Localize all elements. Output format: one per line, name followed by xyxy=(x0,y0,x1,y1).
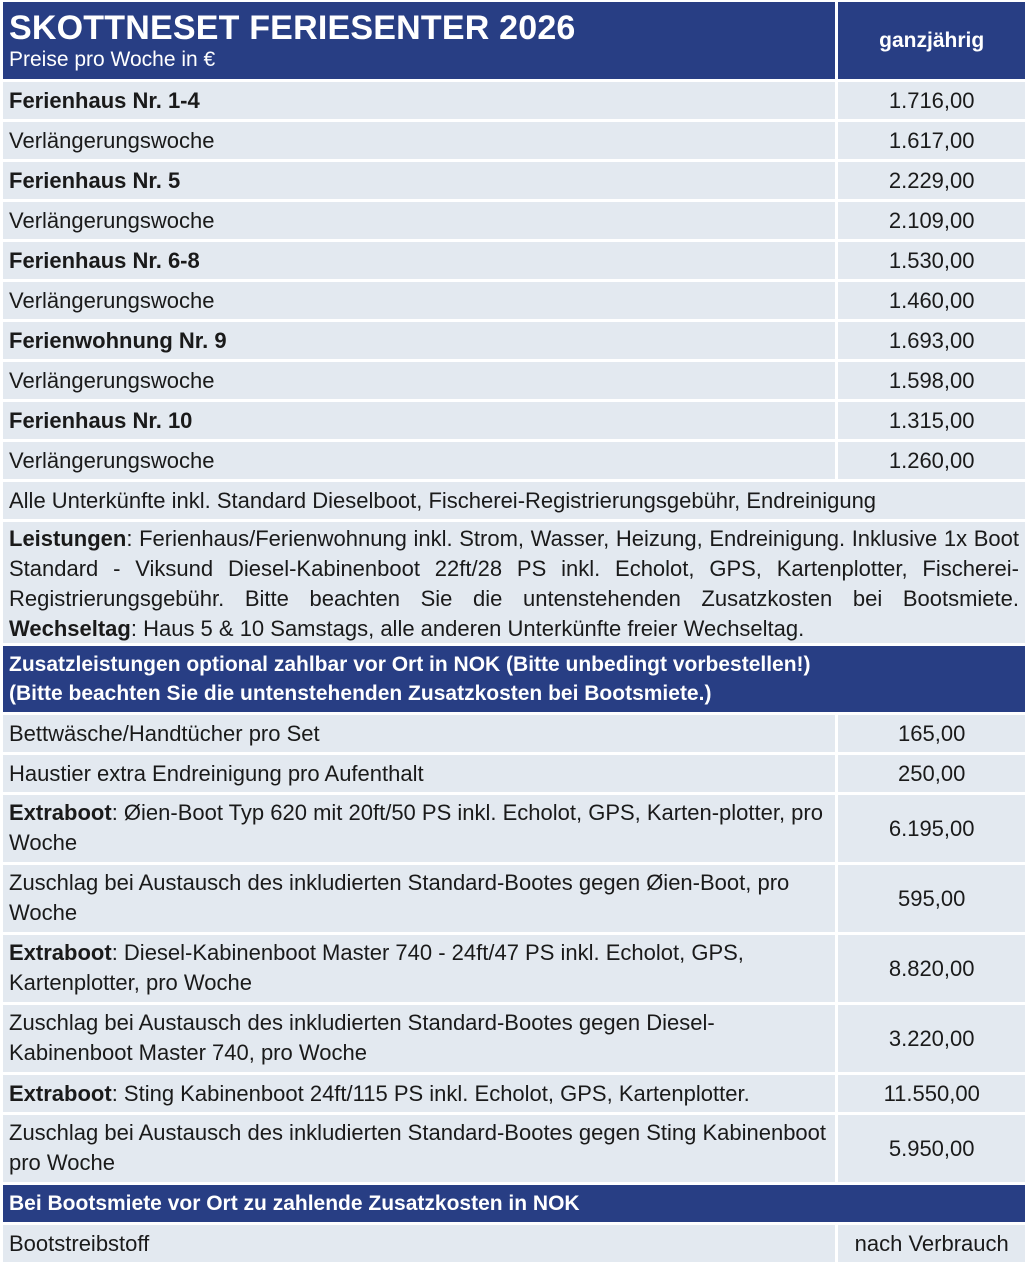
inclusion-note: Alle Unterkünfte inkl. Standard Dieselboot, Fischerei-Registrierungsgebühr, Endreinigung xyxy=(3,482,1025,519)
table-row xyxy=(0,402,1028,442)
extra-price: 3.220,00 xyxy=(838,1005,1025,1072)
table-row xyxy=(0,362,1028,402)
changeover-description: : Haus 5 & 10 Samstags, alle anderen Unterkünfte freier Wechseltag. xyxy=(130,616,805,641)
accommodation-label: Ferienhaus Nr. 1-4 xyxy=(3,82,835,119)
accommodation-label: Verlängerungswoche xyxy=(3,362,835,399)
extra-price: 250,00 xyxy=(838,755,1025,792)
extra-price: 165,00 xyxy=(838,715,1025,752)
column-header-ganzjaehrig: ganzjährig xyxy=(838,2,1025,79)
title-cell xyxy=(3,2,835,79)
table-row xyxy=(0,202,1028,242)
extra-label: Zuschlag bei Austausch des inkludierten Standard-Bootes gegen Diesel-Kabinenboot Master 740, pro Woche xyxy=(3,1005,835,1072)
accommodation-label: Verlängerungswoche xyxy=(3,122,835,159)
accommodation-label: Ferienhaus Nr. 5 xyxy=(3,162,835,199)
table-row xyxy=(0,122,1028,162)
table-row xyxy=(0,1005,1028,1075)
page-title: SKOTTNESET FERIESENTER 2026 xyxy=(9,8,576,47)
accommodation-label: Verlängerungswoche xyxy=(3,202,835,239)
table-row xyxy=(0,242,1028,282)
accommodation-label: Ferienhaus Nr. 10 xyxy=(3,402,835,439)
extra-price: 595,00 xyxy=(838,865,1025,932)
table-row xyxy=(0,322,1028,362)
extra-price: 11.550,00 xyxy=(838,1075,1025,1112)
accommodation-price: 1.693,00 xyxy=(838,322,1025,359)
accommodation-price: 1.598,00 xyxy=(838,362,1025,399)
extra-prefix: Extraboot xyxy=(9,800,112,825)
extra-label: Haustier extra Endreinigung pro Aufenthalt xyxy=(3,755,835,792)
table-row xyxy=(0,1225,1028,1265)
accommodation-price: 1.530,00 xyxy=(838,242,1025,279)
extra-label: Bettwäsche/Handtücher pro Set xyxy=(3,715,835,752)
extra-prefix: Extraboot xyxy=(9,940,112,965)
table-row xyxy=(0,1115,1028,1185)
extra-prefix: Extraboot xyxy=(9,1080,112,1106)
accommodation-label: Verlängerungswoche xyxy=(3,442,835,479)
extras-section-header xyxy=(0,646,1028,715)
extras-heading-line2: (Bitte beachten Sie die untenstehenden Zusatzkosten bei Bootsmiete.) xyxy=(9,682,712,705)
table-row xyxy=(0,795,1028,865)
boat-cost-value: nach Verbrauch xyxy=(838,1225,1025,1262)
accommodation-label: Ferienhaus Nr. 6-8 xyxy=(3,242,835,279)
extras-heading-line1: Zusatzleistungen optional zahlbar vor Ort in NOK (Bitte unbedingt vorbestellen!) xyxy=(9,653,811,676)
changeover-label: Wechseltag xyxy=(9,616,131,641)
table-row xyxy=(0,442,1028,482)
table-row xyxy=(0,162,1028,202)
extra-label xyxy=(3,935,835,1002)
accommodation-label: Verlängerungswoche xyxy=(3,282,835,319)
services-text xyxy=(3,522,1025,643)
accommodation-price: 1.460,00 xyxy=(838,282,1025,319)
table-row xyxy=(0,82,1028,122)
table-row xyxy=(0,282,1028,322)
boat-costs-heading: Bei Bootsmiete vor Ort zu zahlende Zusatzkosten in NOK xyxy=(3,1185,1025,1222)
services-label: Leistungen xyxy=(9,526,127,551)
table-row xyxy=(0,715,1028,755)
extra-label xyxy=(3,1075,835,1112)
extra-text: : Sting Kabinenboot 24ft/115 PS inkl. Echolot, GPS, Kartenplotter. xyxy=(111,1080,750,1106)
accommodation-price: 1.716,00 xyxy=(838,82,1025,119)
accommodation-price: 1.260,00 xyxy=(838,442,1025,479)
accommodation-price: 1.315,00 xyxy=(838,402,1025,439)
extra-price: 5.950,00 xyxy=(838,1115,1025,1182)
table-row xyxy=(0,1075,1028,1115)
table-row xyxy=(0,935,1028,1005)
extra-text: : Diesel-Kabinenboot Master 740 - 24ft/47 PS inkl. Echolot, GPS, Kartenplotter, pro Woche xyxy=(9,940,744,995)
accommodation-price: 2.109,00 xyxy=(838,202,1025,239)
page-subtitle: Preise pro Woche in € xyxy=(9,47,216,71)
extra-price: 8.820,00 xyxy=(838,935,1025,1002)
extras-heading xyxy=(3,646,1025,712)
table-row xyxy=(0,865,1028,935)
extra-label: Zuschlag bei Austausch des inkludierten Standard-Bootes gegen Sting Kabinenboot pro Woche xyxy=(3,1115,835,1182)
extra-price: 6.195,00 xyxy=(838,795,1025,862)
boat-costs-section-header xyxy=(0,1185,1028,1225)
services-description: : Ferienhaus/Ferienwohnung inkl. Strom, Wasser, Heizung, Endreinigung. Inklusive 1x Boot Standard - Viksund Diesel-Kabinenboot 22ft/28 PS inkl. Echolot, GPS, Kartenplotter, Fischerei-Registrierungsgebühr. Bitte beachten Sie die untenstehenden Zusatzkosten bei Bootsmiete. xyxy=(9,526,1019,611)
accommodation-price: 1.617,00 xyxy=(838,122,1025,159)
accommodation-price: 2.229,00 xyxy=(838,162,1025,199)
extra-label: Zuschlag bei Austausch des inkludierten Standard-Bootes gegen Øien-Boot, pro Woche xyxy=(3,865,835,932)
accommodation-label: Ferienwohnung Nr. 9 xyxy=(3,322,835,359)
boat-cost-label: Bootstreibstoff xyxy=(3,1225,835,1262)
table-row xyxy=(0,755,1028,795)
inclusion-note-row xyxy=(0,482,1028,522)
services-row xyxy=(0,522,1028,646)
table-header xyxy=(0,0,1028,82)
extra-label xyxy=(3,795,835,862)
extra-text: : Øien-Boot Typ 620 mit 20ft/50 PS inkl. Echolot, GPS, Karten-plotter, pro Woche xyxy=(9,800,823,855)
